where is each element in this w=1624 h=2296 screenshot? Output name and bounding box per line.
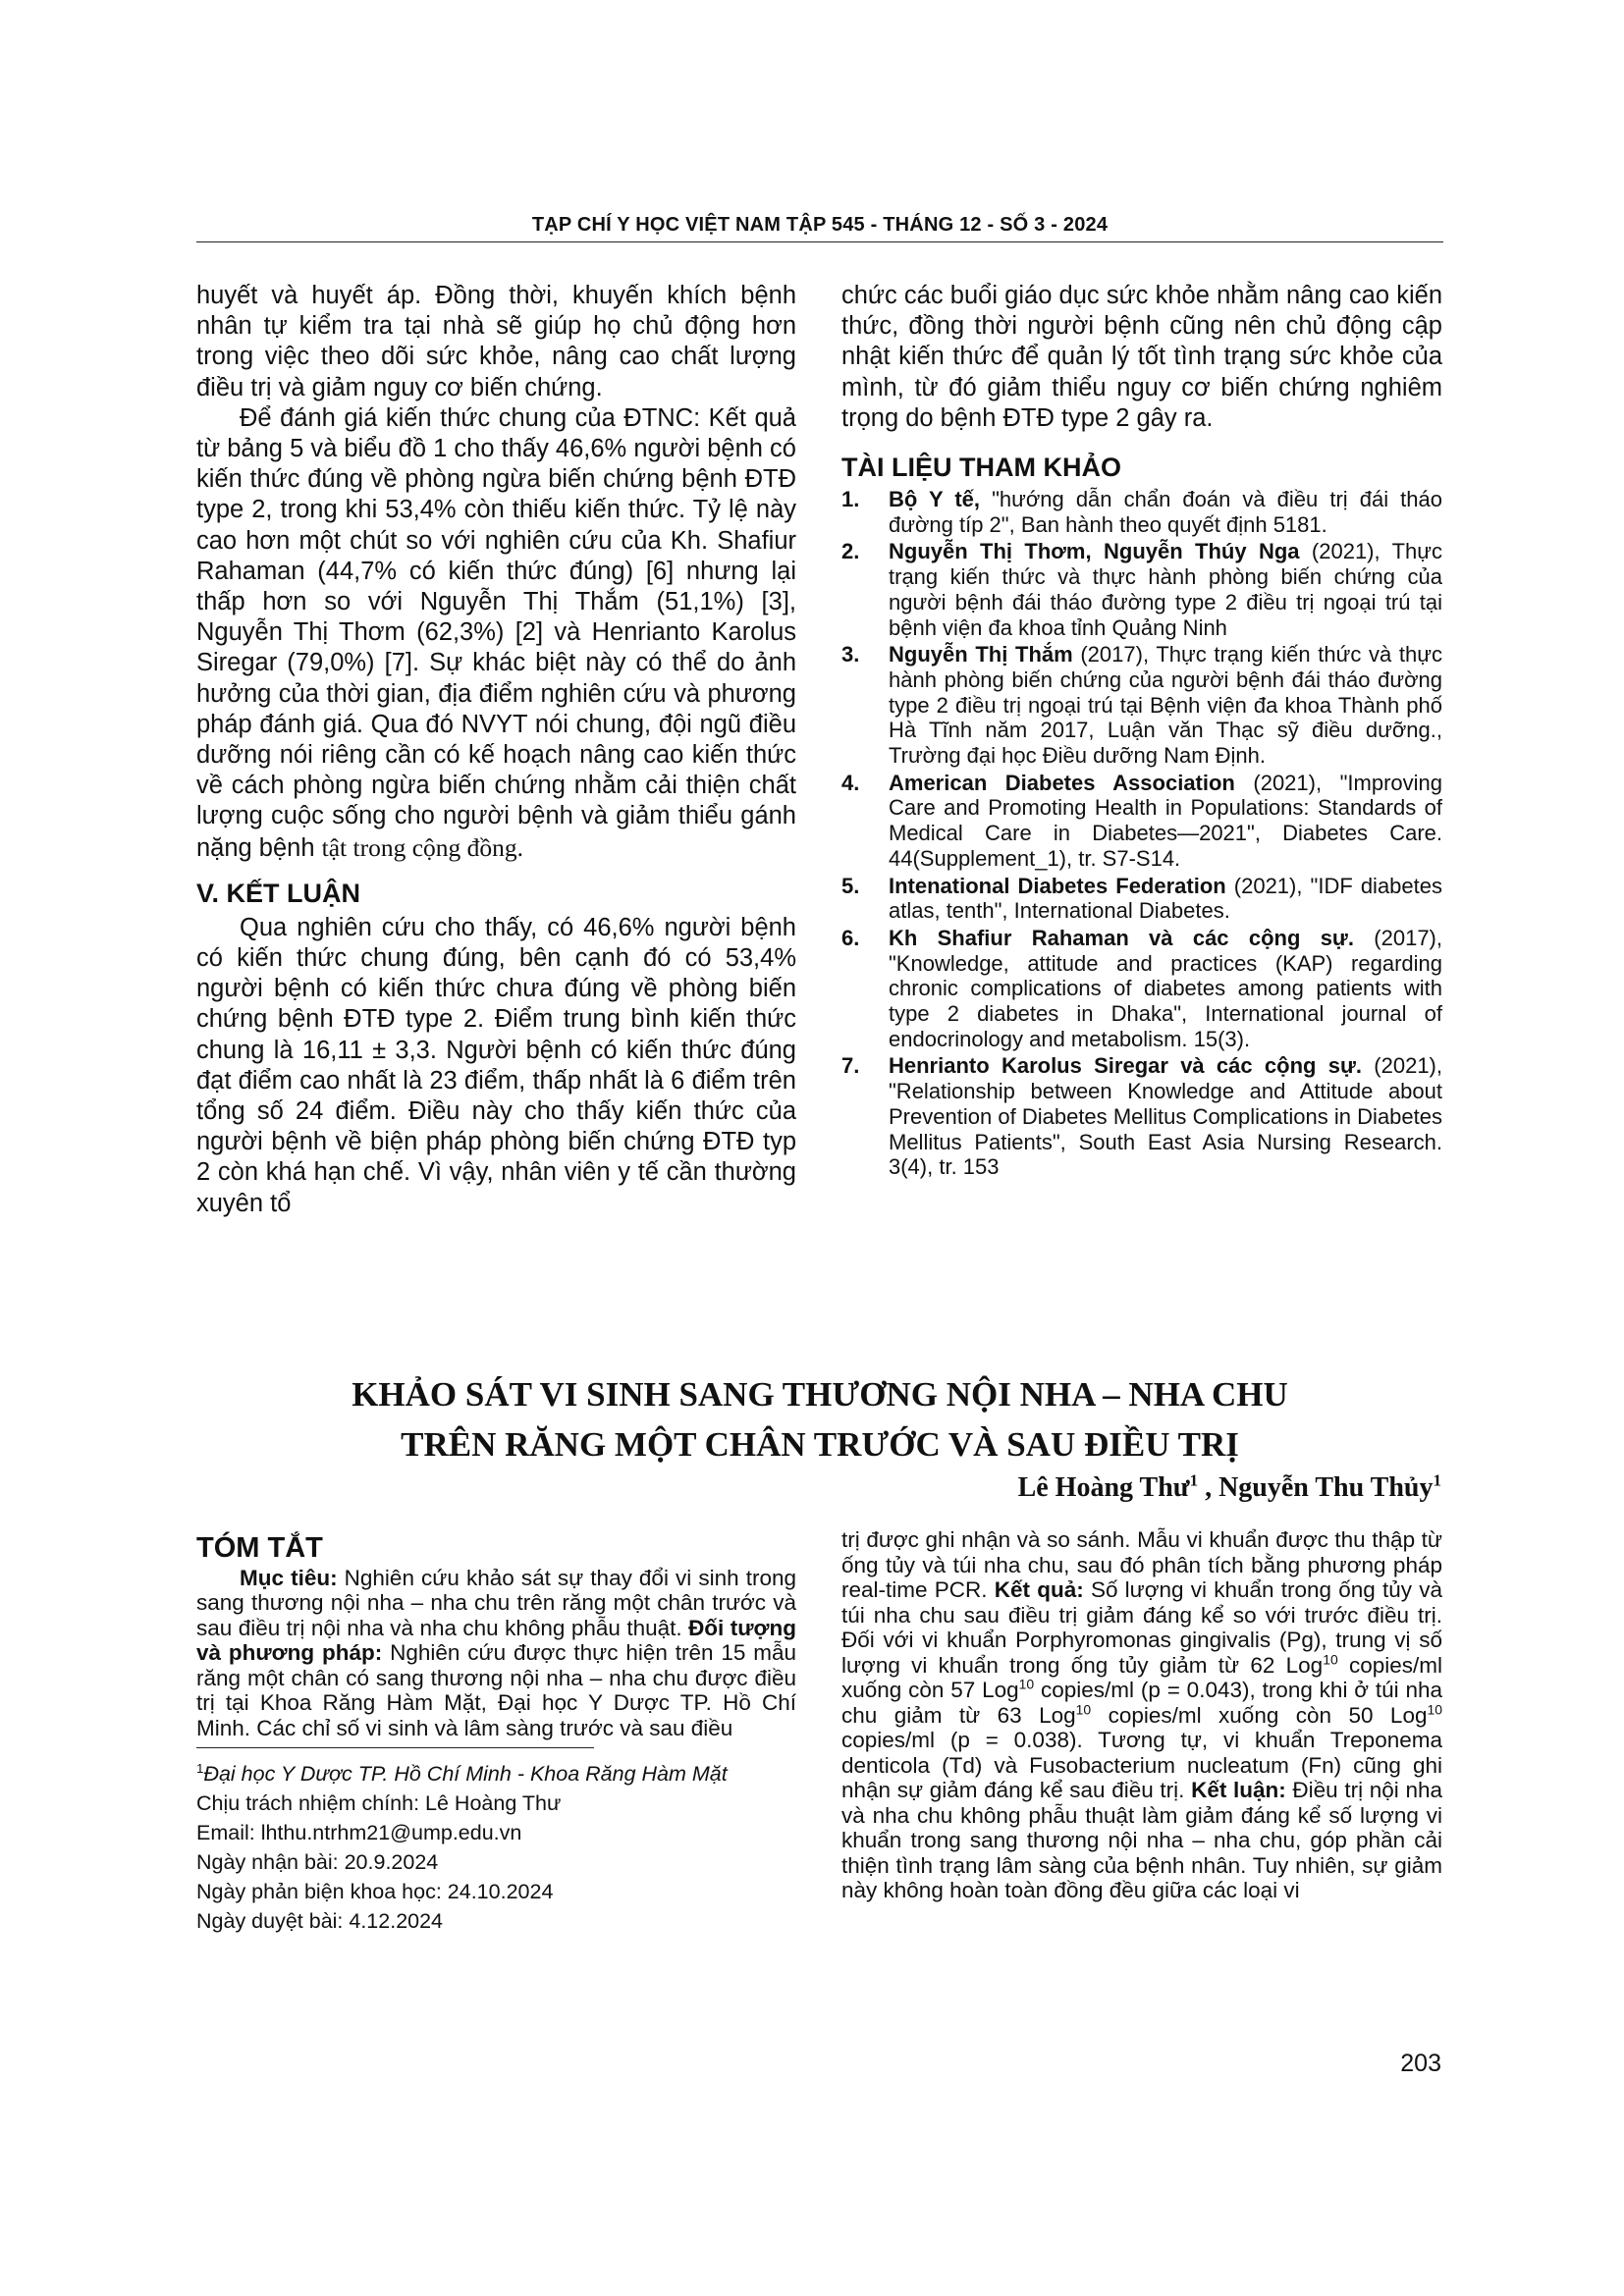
footnote-email: Email: lhthu.ntrhm21@ump.edu.vn (196, 1821, 522, 1844)
left-column (196, 281, 796, 1219)
reference-text: (2021), Thực trạng kiến thức và thực hành phòng biến chứng của người bệnh đái tháo đường type 2 điều trị ngoại trú tại bệnh viện đa khoa tỉnh Quảng Ninh (889, 539, 1442, 640)
reference-text: (2021), "IDF diabetes atlas, tenth", International Diabetes. (889, 873, 1442, 924)
abstract-text: trị được ghi nhận và so sánh. Mẫu vi khuẩn được thu thập từ ống tủy và túi nha chu, sau đó phân tích bằng phương pháp real-time PCR. Kết quả: Số lượng vi khuẩn trong ống tủy và túi nha chu sau điều trị giảm đáng kể so với trước điều trị. Đối với vi khuẩn Porphyromonas gingivalis (Pg), trung vị số lượng vi khuẩn trong ống tủy giảm từ 62 Log$^{10}$ copies/ml xuống còn 57 Log$^{10}$ copies/ml (p = 0.043), trong khi ở túi nha chu giảm từ 63 Log$^{10}$ copies/ml xuống còn 50 Log$^{10}$ copies/ml (p = 0.038). Tương tự, vi khuẩn Treponema denticola (Td) và Fusobacterium nucleatum (Fn) cũng ghi nhận sự giảm đáng kể sau điều trị. Kết luận: Điều trị nội nha và nha chu không phẫu thuật làm giảm đáng kể số lượng vi khuẩn trong sang thương nội nha – nha chu, góp phần cải thiện tình trạng lâm sàng của bệnh nhân. Tuy nhiên, sự giảm này không hoàn toàn đồng đều giữa các loại vi (841, 1527, 1443, 1902)
footnotes (196, 1759, 795, 1936)
footnote-divider (196, 1747, 594, 1748)
paragraph: huyết và huyết áp. Đồng thời, khuyến khích bệnh nhân tự kiểm tra tại nhà sẽ giúp họ chủ động hơn trong việc theo dõi sức khỏe, nâng cao chất lượng điều trị và giảm nguy cơ biến chứng. (196, 282, 796, 401)
reference-text: (2021), "Improving Care and Promoting Health in Populations: Standards of Medical Care in Diabetes—2021", Diabetes Care. 44(Supplement_1), tr. S7-S14. (889, 770, 1442, 871)
abstract-label: Đối tượng và phương pháp: (196, 1615, 797, 1665)
reference-text: (2017), "Knowledge, attitude and practices (KAP) regarding chronic complications of diabetes among patients with type 2 diabetes in Dhaka", International journal of endocrinology and metabolism. 15(3). (889, 925, 1442, 1051)
abstract-label: Mục tiêu: (240, 1565, 338, 1590)
reference-text: (2017), Thực trạng kiến thức và thực hành phòng biến chứng của người bệnh đái tháo đường type 2 điều trị ngoại trú tại Bệnh viện đa khoa Thành phố Hà Tĩnh năm 2017, Luận văn Thạc sỹ điều dưỡng., Trường đại học Điều dưỡng Nam Định. (889, 642, 1442, 769)
paragraph: Qua nghiên cứu cho thấy, có 46,6% người bệnh có kiến thức chung đúng, bên cạnh đó có 53,4% người bệnh có kiến thức chưa đúng về phòng biến chứng bệnh ĐTĐ type 2. Điểm trung bình kiến thức chung là 16,11 ± 3,3. Người bệnh có kiến thức đúng đạt điểm cao nhất là 23 điểm, thấp nhất là 6 điểm trên tổng số 24 điểm. Điều này cho thấy kiến thức của người bệnh về biện pháp phòng biến chứng ĐTĐ typ 2 còn khá hạn chế. Vì vậy, nhân viên y tế cần thường xuyên tổ (196, 913, 796, 1217)
paragraph: chức các buổi giáo dục sức khỏe nhằm nâng cao kiến thức, đồng thời người bệnh cũng nên chủ động cập nhật kiến thức để quản lý tốt tình trạng sức khỏe của mình, từ đó giảm thiểu nguy cơ biến chứng nghiêm trọng do bệnh ĐTĐ type 2 gây ra. (841, 282, 1442, 432)
reference-text: (2021), "Relationship between Knowledge and Attitude about Prevention of Diabetes Mellitus Complications in Diabetes Mellitus Patients", South East Asia Nursing Research. 3(4), tr. 153 (889, 1053, 1442, 1180)
reference-author: Bộ Y tế, (889, 487, 981, 512)
footnote-affiliation: $^1$Đại học Y Dược TP. Hồ Chí Minh - Khoa Răng Hàm Mặt (196, 1760, 728, 1786)
article-title-line: TRÊN RĂNG MỘT CHÂN TRƯỚC VÀ SAU ĐIỀU TRỊ (401, 1425, 1239, 1464)
footnote-accepted: Ngày duyệt bài: 4.12.2024 (196, 1909, 444, 1933)
reference-item (841, 1053, 1442, 1180)
abstract-right (841, 1527, 1442, 1903)
reference-number: 4. (841, 770, 860, 795)
paragraph-tail: tật trong cộng đồng. (321, 832, 524, 862)
references-list (841, 487, 1442, 1180)
author-separator: , (1198, 1472, 1219, 1503)
running-head: TẠP CHÍ Y HỌC VIỆT NAM TẬP 545 - THÁNG 12 - SỐ 3 - 2024 (531, 214, 1109, 236)
reference-number: 5. (841, 873, 860, 898)
reference-item (841, 926, 1442, 1052)
article-title (196, 1369, 1443, 1469)
reference-author: Nguyễn Thị Thắm (889, 642, 1073, 667)
reference-item (841, 487, 1442, 537)
footnote-reviewed: Ngày phản biện khoa học: 24.10.2024 (196, 1880, 554, 1903)
reference-author: Kh Shafiur Rahaman và các cộng sự. (889, 925, 1354, 950)
author-name: Nguyễn Thu Thủy (1218, 1472, 1434, 1503)
references-heading: TÀI LIỆU THAM KHẢO (841, 453, 1121, 483)
reference-author: Intenational Diabetes Federation (889, 873, 1226, 898)
reference-item (841, 539, 1442, 640)
reference-item (841, 874, 1442, 924)
abstract-left (196, 1532, 797, 1740)
abstract-label: Kết luận: (1191, 1778, 1286, 1802)
reference-author: Nguyễn Thị Thơm, Nguyễn Thúy Nga (889, 539, 1300, 564)
affiliation-mark: 1 (1433, 1470, 1441, 1490)
article-title-line: KHẢO SÁT VI SINH SANG THƯƠNG NỘI NHA – NHA CHU (352, 1375, 1288, 1414)
paragraph: Để đánh giá kiến thức chung của ĐTNC: Kết quả từ bảng 5 và biểu đồ 1 cho thấy 46,6% người bệnh có kiến thức đúng về phòng ngừa biến chứng bệnh ĐTĐ type 2, trong khi 53,4% còn thiếu kiến thức. Tỷ lệ này cao hơn một chút so với nghiên cứu của Kh. Shafiur Rahaman (44,7% có kiến thức đúng) [6] nhưng lại thấp hơn so với Nguyễn Thị Thắm (51,1%) [3], Nguyễn Thị Thơm (62,3%) [2] và Henrianto Karolus Siregar (79,0%) [7]. Sự khác biệt này có thể do ảnh hưởng của thời gian, địa điểm nghiên cứu và phương pháp đánh giá. Qua đó NVYT nói chung, đội ngũ điều dưỡng nói riêng cần có kế hoạch nâng cao kiến thức về cách phòng ngừa biến chứng nhằm cải thiện chất lượng cuộc sống cho người bệnh và giảm thiểu gánh nặng bệnh tật trong cộng đồng. (196, 403, 796, 862)
header-divider (196, 241, 1443, 242)
reference-number: 7. (841, 1053, 860, 1079)
abstract-label: Kết quả: (994, 1577, 1084, 1602)
footnote-received: Ngày nhận bài: 20.9.2024 (196, 1850, 439, 1874)
footnote-responsible: Chịu trách nhiệm chính: Lê Hoàng Thư (196, 1791, 562, 1815)
reference-number: 6. (841, 925, 860, 950)
page-number: 203 (1400, 2050, 1441, 2077)
abstract-heading: TÓM TẮT (196, 1532, 323, 1564)
affiliation-mark: 1 (1189, 1470, 1199, 1490)
right-column (841, 281, 1442, 1182)
abstract-text: Mục tiêu: Nghiên cứu khảo sát sự thay đổi vi sinh trong sang thương nội nha – nha chu trên răng một chân trước và sau điều trị nội nha và nha chu không phẫu thuật. Đối tượng và phương pháp: Nghiên cứu được thực hiện trên 15 mẫu răng một chân có sang thương nội nha – nha chu được điều trị tại Khoa Răng Hàm Mặt, Đại học Y Dược TP. Hồ Chí Minh. Các chỉ số vi sinh và lâm sàng trước và sau điều (196, 1565, 797, 1740)
reference-number: 1. (841, 487, 860, 512)
reference-number: 3. (841, 642, 860, 667)
section-heading-conclusion: V. KẾT LUẬN (196, 878, 361, 908)
reference-item (841, 642, 1442, 769)
author-name: Lê Hoàng Thư (1017, 1472, 1190, 1503)
reference-item (841, 771, 1442, 872)
authors (1018, 1472, 1441, 1504)
reference-author: American Diabetes Association (889, 770, 1235, 795)
reference-number: 2. (841, 539, 860, 564)
reference-text: "hướng dẫn chẩn đoán và điều trị đái tháo đường típ 2", Ban hành theo quyết định 5181. (889, 487, 1442, 537)
reference-author: Henrianto Karolus Siregar và các cộng sự. (889, 1053, 1363, 1079)
